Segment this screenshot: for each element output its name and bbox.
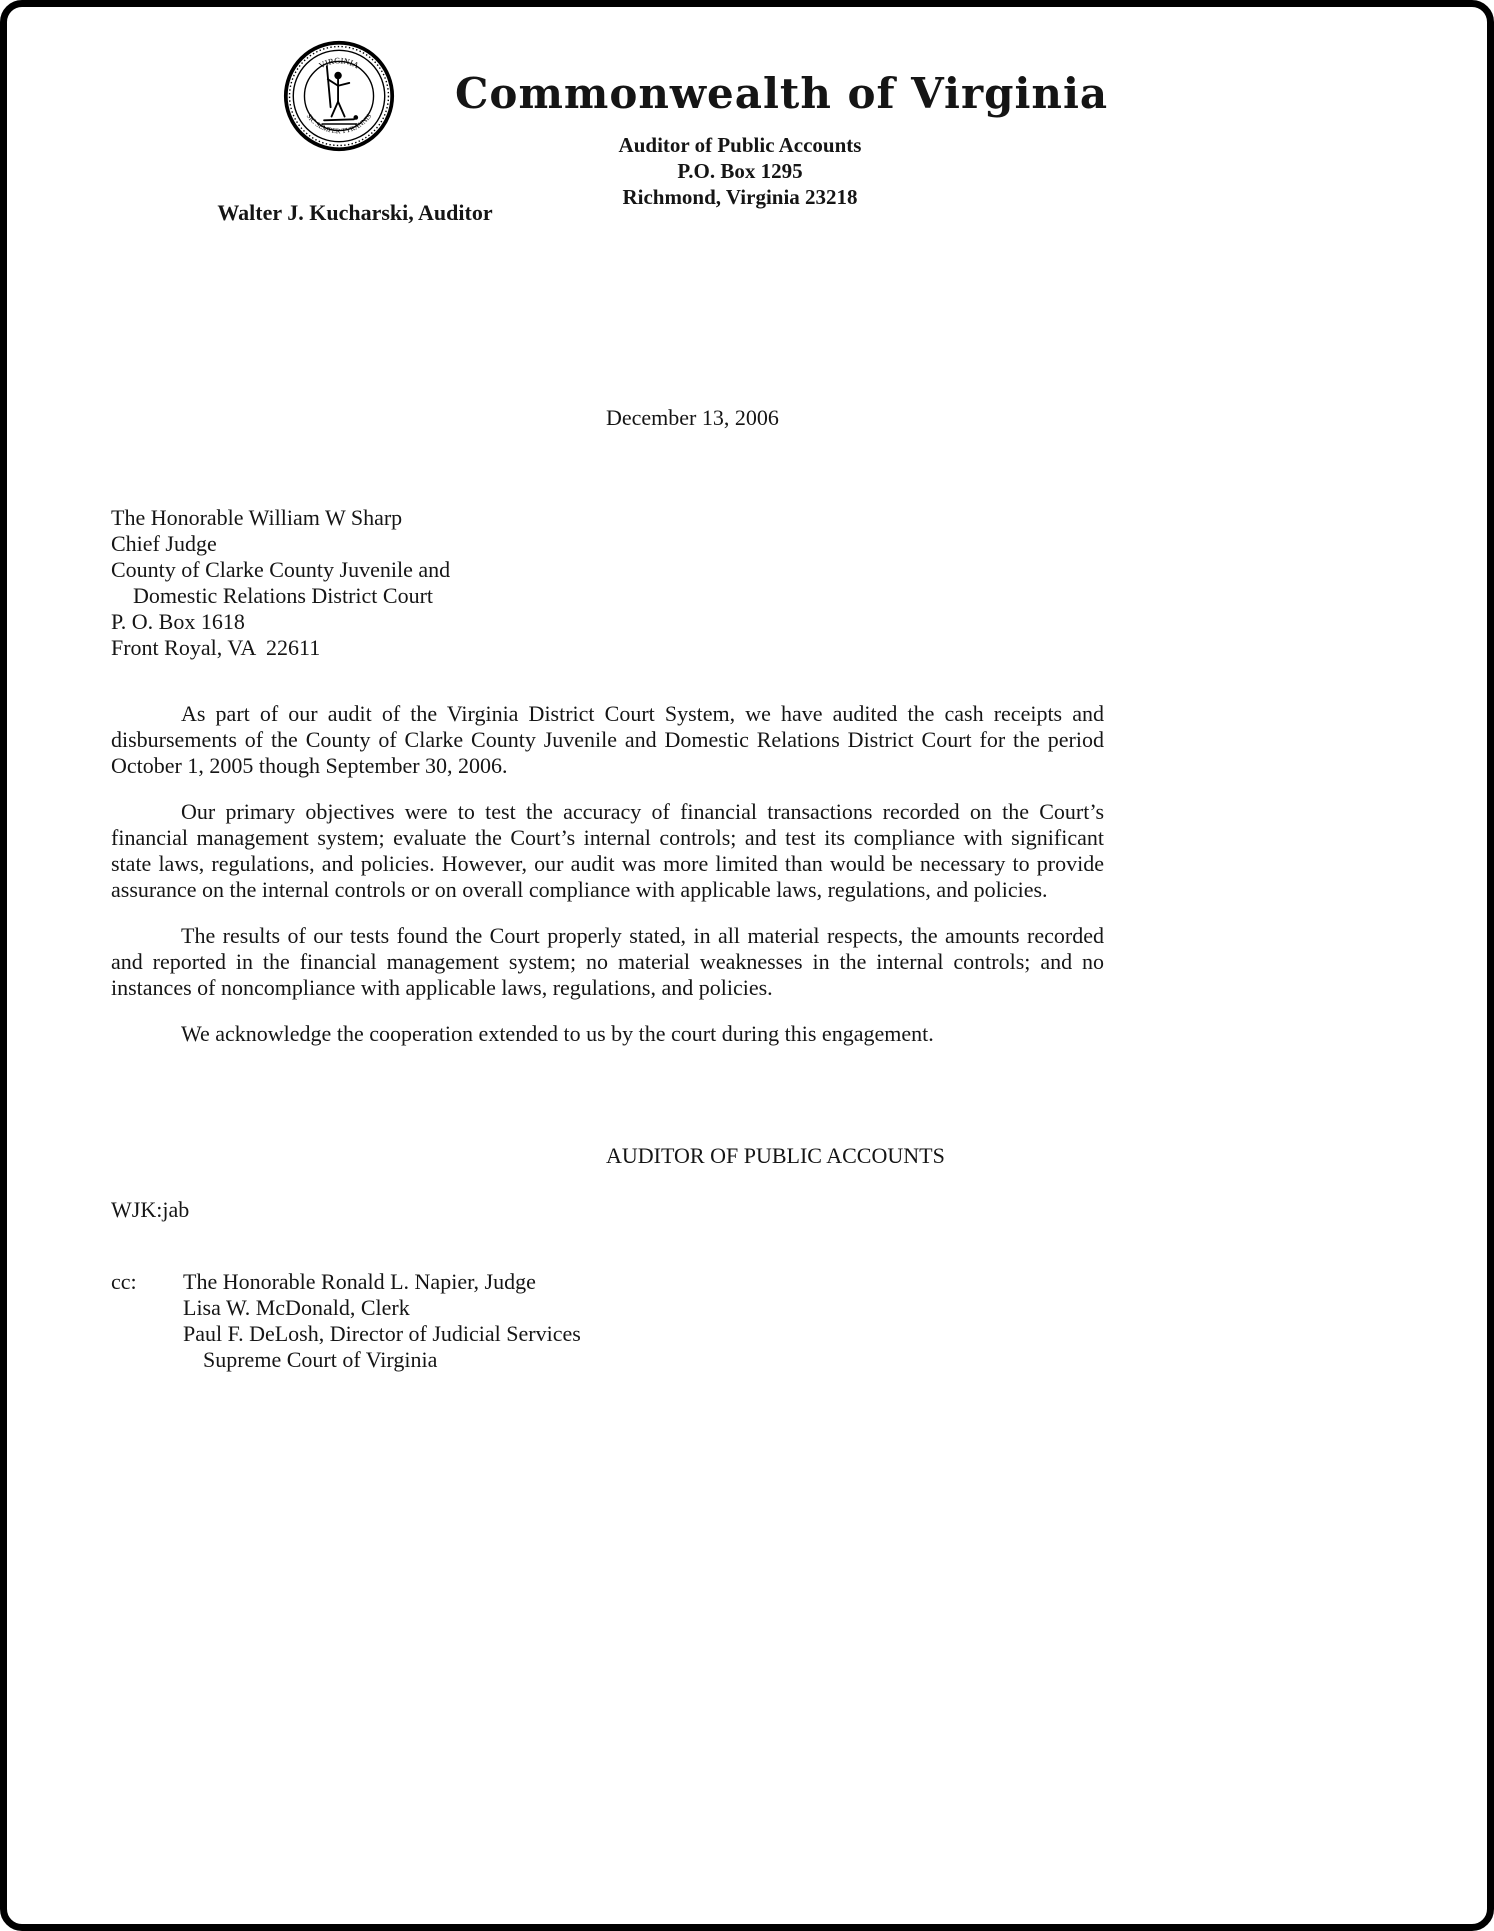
- recipient-line: Chief Judge: [111, 531, 217, 556]
- letterhead-title: Commonwealth of Virginia: [455, 69, 1109, 118]
- body-paragraph: Our primary objectives were to test the accuracy of financial transactions recorded on the Court’s financial management system; evaluate the Court’s internal controls; and test its compliance with significant state laws, regulations, and policies. However, our audit was more limited than would be necessary to provide assurance on the internal controls or on overall compliance with applicable laws, regulations, and policies.: [111, 799, 1104, 902]
- office-name: Auditor of Public Accounts: [618, 133, 862, 157]
- cc-block: [111, 1269, 1104, 1373]
- letterhead-address: [455, 132, 1025, 210]
- body-paragraph: As part of our audit of the Virginia District Court System, we have audited the cash receipts and disbursements of the County of Clarke County Juvenile and Domestic Relations District Court for the period October 1, 2005 though September 30, 2006.: [111, 701, 1104, 778]
- letter-body: [111, 701, 1104, 1047]
- body-paragraph: The results of our tests found the Court properly stated, in all material respects, the amounts recorded and reported in the financial management system; no material weaknesses in the internal controls; and no instances of noncompliance with applicable laws, regulations, and policies.: [111, 923, 1104, 1000]
- cc-line: Lisa W. McDonald, Clerk: [183, 1295, 410, 1320]
- cc-line: Paul F. DeLosh, Director of Judicial Services: [183, 1321, 581, 1346]
- recipient-line: County of Clarke County Juvenile and: [111, 557, 451, 582]
- cc-label: cc:: [111, 1269, 137, 1294]
- body-paragraph: We acknowledge the cooperation extended to us by the court during this engagement.: [181, 1021, 934, 1046]
- recipient-line: Domestic Relations District Court: [133, 583, 434, 608]
- signature-title: AUDITOR OF PUBLIC ACCOUNTS: [606, 1143, 945, 1168]
- recipient-line: The Honorable William W Sharp: [111, 505, 403, 530]
- recipient-line: Front Royal, VA 22611: [111, 635, 321, 660]
- seal-top-text: VIRGINIA: [317, 56, 361, 71]
- letterhead-right: [455, 69, 1109, 210]
- cc-line: The Honorable Ronald L. Napier, Judge: [183, 1269, 536, 1294]
- reference-initials: WJK:jab: [111, 1197, 190, 1222]
- date-line: December 13, 2006: [606, 405, 779, 430]
- recipient-line: P. O. Box 1618: [111, 609, 245, 634]
- auditor-name: Walter J. Kucharski, Auditor: [217, 200, 493, 225]
- virginia-state-seal-icon: [283, 40, 395, 152]
- svg-text:VIRGINIA: [318, 56, 361, 70]
- recipient-address: [111, 505, 1104, 661]
- letterhead: [7, 40, 1487, 247]
- seal-motto-text: SIC SEMPER TYRANNIS: [304, 112, 374, 136]
- po-box-line: P.O. Box 1295: [677, 159, 803, 183]
- city-line: Richmond, Virginia 23218: [622, 185, 858, 209]
- seal-figure: [322, 66, 358, 124]
- cc-list: [183, 1269, 581, 1373]
- letter-content: [7, 405, 1487, 1373]
- cc-line: Supreme Court of Virginia: [203, 1347, 438, 1372]
